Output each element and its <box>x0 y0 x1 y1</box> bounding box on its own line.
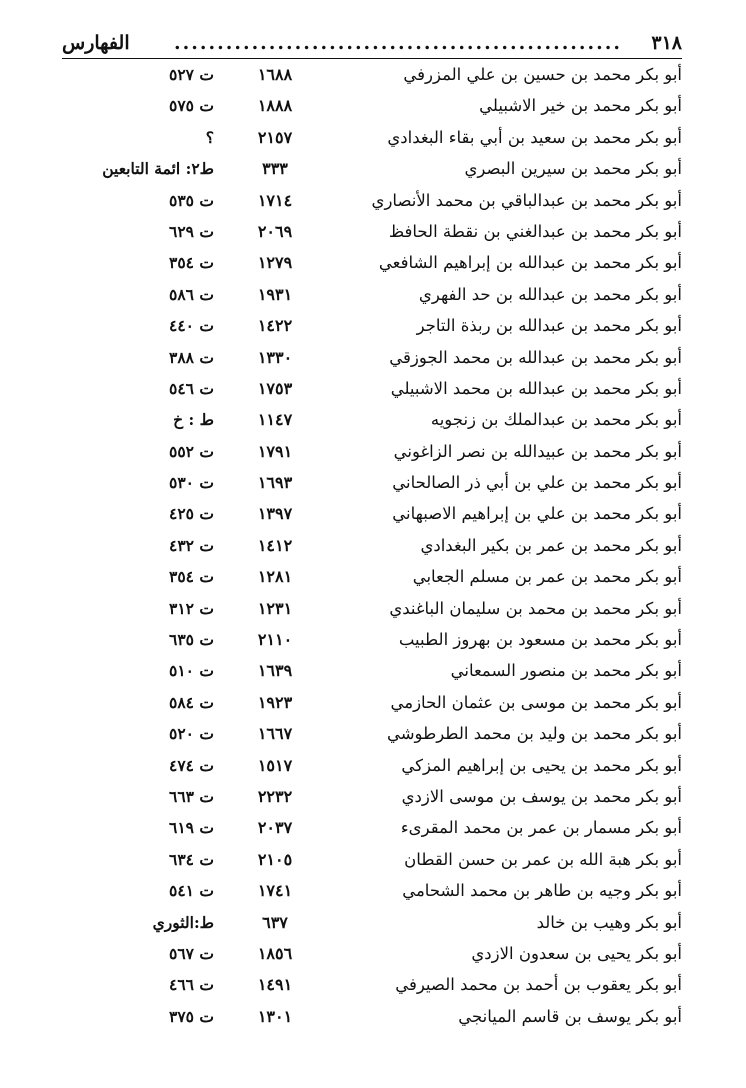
entry-name: أبو بكر محمد بن عبدالغني بن نقطة الحافظ <box>388 221 682 241</box>
entry-reference: ت ٣٨٨ <box>169 347 214 367</box>
entry-name: أبو بكر محمد بن عبدالله بن محمد الاشبيلي <box>390 378 682 398</box>
entry-name: أبو بكر محمد بن موسى بن عثمان الحازمي <box>390 692 682 712</box>
entry-name: أبو بكر يعقوب بن أحمد بن محمد الصيرفي <box>395 975 682 995</box>
index-entry <box>62 781 682 812</box>
entry-name: أبو بكر محمد بن حسين بن علي المزرفي <box>403 65 682 84</box>
index-entry <box>62 844 682 875</box>
entry-number: ١٨٨٨ <box>257 96 293 116</box>
entry-name: أبو بكر محمد بن خير الاشبيلي <box>479 96 682 116</box>
index-entry <box>62 530 682 561</box>
index-entry <box>62 122 682 153</box>
index-entry <box>62 687 682 718</box>
index-entry <box>62 185 682 216</box>
entry-name: أبو بكر وجيه بن طاهر بن محمد الشحامي <box>402 881 682 901</box>
entry-name: أبو بكر محمد بن عبدالملك بن زنجويه <box>430 410 682 430</box>
entry-reference: ت ٦٢٩ <box>169 221 214 241</box>
index-entry <box>62 812 682 843</box>
entry-number: ١٨٥٦ <box>257 943 293 963</box>
entry-name: أبو بكر محمد بن مسعود بن بهروز الطبيب <box>398 630 682 650</box>
entry-reference: ت ٣١٢ <box>169 598 214 618</box>
entry-number: ١١٤٧ <box>257 410 293 430</box>
entry-number: ١٣٠١ <box>257 1006 293 1026</box>
entry-number: ١٤١٢ <box>257 535 293 555</box>
index-entry <box>62 498 682 529</box>
entry-number: ٢٢٣٢ <box>257 786 293 806</box>
entry-reference: ت ٣٥٤ <box>169 567 214 587</box>
entry-number: ١٥١٧ <box>257 755 293 775</box>
entry-name: أبو بكر محمد بن يوسف بن موسى الازدي <box>401 786 682 806</box>
entry-number: ١٩٢٣ <box>257 692 293 712</box>
entry-reference: ت ٥٨٤ <box>169 692 214 712</box>
entry-number: ٢٠٣٧ <box>257 818 293 838</box>
entry-number: ١٧٥٣ <box>257 378 293 398</box>
entry-reference: ت ٥٦٧ <box>169 943 214 963</box>
entry-number: ٢١١٠ <box>257 630 293 650</box>
section-title: الفهارس <box>62 32 130 54</box>
entry-reference: ت ٥٢٧ <box>169 65 214 84</box>
entry-reference: ت ٥٥٢ <box>169 441 214 461</box>
entry-reference: ط٢: ائمة التابعين <box>102 159 214 179</box>
entry-number: ١٢٧٩ <box>257 253 293 273</box>
entry-number: ٢٠٦٩ <box>257 221 293 241</box>
entry-number: ١٧١٤ <box>257 190 293 210</box>
entry-reference: ت ٥٣٥ <box>169 190 214 210</box>
index-entry <box>62 593 682 624</box>
entry-number: ١٤٩١ <box>257 975 293 995</box>
index-entry <box>62 938 682 969</box>
index-entry <box>62 90 682 121</box>
entry-reference: ت ٥٢٠ <box>169 724 214 744</box>
entry-name: أبو بكر محمد بن علي بن إبراهيم الاصبهاني <box>392 504 682 524</box>
entry-name: أبو بكر محمد بن عبدالله بن إبراهيم الشافعي <box>378 253 682 273</box>
index-entry <box>62 216 682 247</box>
entry-name: أبو بكر وهيب بن خالد <box>536 912 682 932</box>
entry-name: أبو بكر محمد بن عمر بن مسلم الجعابي <box>412 567 682 587</box>
index-entry <box>62 969 682 1000</box>
entry-reference: ت ٤٤٠ <box>169 316 214 336</box>
index-entry <box>62 59 682 90</box>
entry-reference: ت ٥١٠ <box>169 661 214 681</box>
entry-number: ١٢٨١ <box>257 567 293 587</box>
entry-name: أبو بكر محمد بن عبدالله بن محمد الجوزقي <box>389 347 682 367</box>
entry-number: ١٩٣١ <box>257 284 293 304</box>
index-entry <box>62 718 682 749</box>
page-header <box>62 28 682 59</box>
entry-name: أبو بكر مسمار بن عمر بن محمد المقرىء <box>400 818 682 838</box>
entry-reference: ط:الثوري <box>152 912 214 932</box>
entry-number: ١٢٣١ <box>257 598 293 618</box>
index-entry <box>62 467 682 498</box>
index-page <box>62 28 682 1068</box>
entry-number: ٢١٥٧ <box>257 127 293 147</box>
index-entry <box>62 436 682 467</box>
entry-reference: ت ٥٨٦ <box>169 284 214 304</box>
entry-name: أبو بكر محمد بن سعيد بن أبي بقاء البغدادي <box>387 127 682 147</box>
entry-reference: ط : خ <box>173 410 214 430</box>
index-entry <box>62 279 682 310</box>
entry-reference: ت ٤٢٥ <box>169 504 214 524</box>
entry-number: ١٣٩٧ <box>257 504 293 524</box>
entry-number: ١٧٤١ <box>257 881 293 901</box>
entry-name: أبو بكر محمد بن علي بن أبي ذر الصالحاني <box>392 473 682 493</box>
index-entry <box>62 404 682 435</box>
entry-reference: ت ٥٤١ <box>169 881 214 901</box>
entry-number: ١٦٦٧ <box>257 724 293 744</box>
entry-reference: ت ٤٧٤ <box>169 755 214 775</box>
entry-name: أبو بكر يوسف بن قاسم الميانجي <box>458 1006 682 1026</box>
index-entry <box>62 247 682 278</box>
entry-reference: ت ٦٣٤ <box>169 849 214 869</box>
entry-reference: ت ٦١٩ <box>169 818 214 838</box>
entry-number: ١٦٣٩ <box>257 661 293 681</box>
entry-number: ١٣٣٠ <box>257 347 293 367</box>
entry-reference: ت ٣٧٥ <box>169 1006 214 1026</box>
entry-name: أبو بكر محمد بن محمد بن سليمان الباغندي <box>389 598 682 618</box>
entry-number: ١٦٩٣ <box>257 473 293 493</box>
index-entry <box>62 373 682 404</box>
index-entry <box>62 310 682 341</box>
index-entries <box>62 59 682 1032</box>
index-entry <box>62 153 682 184</box>
entry-number: ٦٣٧ <box>262 912 288 932</box>
entry-number: ٢١٠٥ <box>257 849 293 869</box>
entry-reference: ت ٤٦٦ <box>169 975 214 995</box>
index-entry <box>62 561 682 592</box>
entry-name: أبو بكر محمد بن سيرين البصري <box>464 159 682 179</box>
entry-reference: ت ٦٣٥ <box>169 630 214 650</box>
entry-name: أبو بكر محمد بن عبدالباقي بن محمد الأنصاري <box>371 190 682 210</box>
entry-number: ١٧٩١ <box>257 441 293 461</box>
entry-name: أبو بكر يحيى بن سعدون الازدي <box>471 943 682 963</box>
index-entry <box>62 907 682 938</box>
page-number: ٣١٨ <box>651 32 682 54</box>
index-entry <box>62 750 682 781</box>
index-entry <box>62 655 682 686</box>
entry-number: ١٦٨٨ <box>257 65 293 84</box>
entry-name: أبو بكر محمد بن عبدالله بن حد الفهري <box>418 284 682 304</box>
entry-number: ١٤٢٢ <box>257 316 293 336</box>
entry-reference: ت ٤٣٢ <box>169 535 214 555</box>
entry-name: أبو بكر محمد بن منصور السمعاني <box>450 661 682 681</box>
entry-reference: ت ٥٣٠ <box>169 473 214 493</box>
entry-name: أبو بكر محمد بن عبيدالله بن نصر الزاغوني <box>393 441 682 461</box>
index-entry <box>62 875 682 906</box>
entry-reference: ت ٥٧٥ <box>169 96 214 116</box>
entry-name: أبو بكر هبة الله بن عمر بن حسن القطان <box>404 849 682 869</box>
entry-reference: ت ٣٥٤ <box>169 253 214 273</box>
index-entry <box>62 1001 682 1032</box>
entry-number: ٣٣٣ <box>262 159 288 179</box>
entry-reference: ت ٥٤٦ <box>169 378 214 398</box>
entry-name: أبو بكر محمد بن عمر بن بكير البغدادي <box>420 535 682 555</box>
header-leader-dots: .................................................... <box>174 32 622 54</box>
entry-name: أبو بكر محمد بن عبدالله بن ربذة التاجر <box>416 316 682 336</box>
entry-reference: ؟ <box>205 127 214 147</box>
entry-name: أبو بكر محمد بن يحيى بن إبراهيم المزكي <box>401 755 682 775</box>
entry-reference: ت ٦٦٣ <box>169 786 214 806</box>
entry-name: أبو بكر محمد بن وليد بن محمد الطرطوشي <box>386 724 682 744</box>
index-entry <box>62 342 682 373</box>
index-entry <box>62 624 682 655</box>
